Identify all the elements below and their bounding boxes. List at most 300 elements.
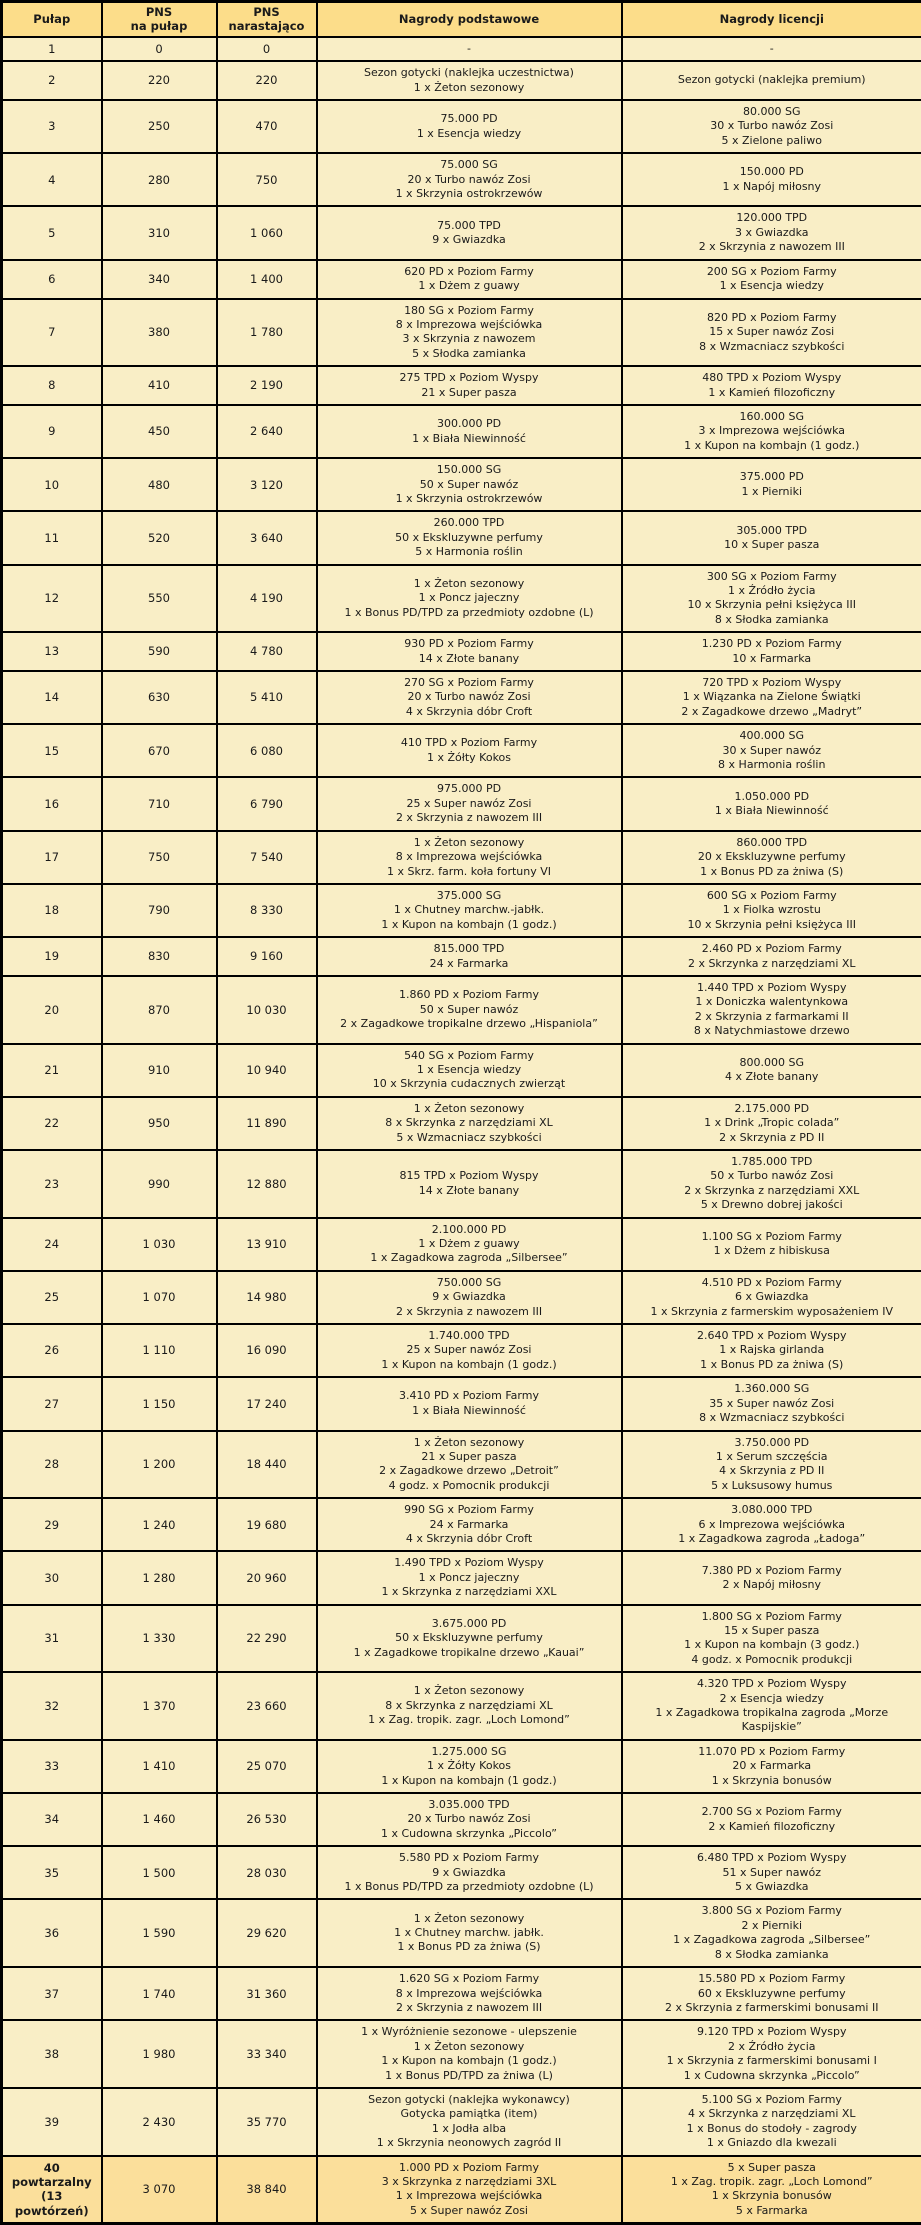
cell-pns-cumulative [217,2020,317,2088]
cell-pns-cumulative [217,1498,317,1551]
cell-license-rewards [622,1899,921,1967]
cell-pns-cumulative [217,260,317,299]
cell-basic-rewards [317,777,622,830]
text-line: 1 x Kupon na kombajn (1 godz.) [322,2054,617,2068]
cell-license-rewards [622,2156,921,2224]
cell-level [2,1218,102,1271]
text-line: 2.640 TPD x Poziom Wyspy [627,1329,918,1343]
text-line: 1 x Skrzynia z farmerskim wyposażeniem IV [627,1305,918,1319]
cell-basic-rewards [317,1044,622,1097]
text-line: 1 200 [107,1457,212,1471]
text-line: 38 840 [222,2182,312,2196]
text-line: 1 x Pierniki [627,485,918,499]
cell-basic-rewards [317,1967,622,2020]
table-row [2,61,921,100]
text-line: 35 x Super nawóz Zosi [627,1397,918,1411]
text-line: 2 x Esencja wiedzy [627,1692,918,1706]
cell-pns-to-level [102,565,217,633]
text-line: 25 x Super nawóz Zosi [322,1343,617,1357]
cell-license-rewards [622,1431,921,1499]
cell-license-rewards [622,1271,921,1324]
cell-pns-to-level [102,1846,217,1899]
text-line: 2 x Skrzynia z nawozem III [627,240,918,254]
text-line: 150.000 PD [627,165,918,179]
table-row [2,724,921,777]
cell-license-rewards [622,2020,921,2088]
text-line: 1 x Esencja wiedzy [627,279,918,293]
text-line: 50 x Ekskluzywne perfumy [322,1631,617,1645]
text-line: 1 x Chutney marchw. jabłk. [322,1926,617,1940]
text-line: 10 x Skrzynia cudacznych zwierząt [322,1077,617,1091]
cell-pns-to-level [102,366,217,405]
text-line: 4 x Złote banany [627,1070,918,1084]
text-line: 6 x Imprezowa wejściówka [627,1518,918,1532]
cell-license-rewards [622,976,921,1044]
text-line: 50 x Super nawóz [322,478,617,492]
text-line: 260.000 TPD [322,516,617,530]
text-line: 14 x Złote banany [322,652,617,666]
table-row [2,299,921,367]
cell-license-rewards [622,1218,921,1271]
text-line: 11 890 [222,1116,312,1130]
table-header [2,2,921,37]
text-line: 4 x Skrzynia z PD II [627,1464,918,1478]
cell-pns-to-level [102,2156,217,2224]
text-line: 27 [7,1397,97,1411]
text-line: 2 x Skrzynia z farmarkami II [627,1010,918,1024]
text-line: 2.700 SG x Poziom Farmy [627,1805,918,1819]
cell-pns-to-level [102,153,217,206]
cell-basic-rewards [317,831,622,884]
cell-basic-rewards [317,260,622,299]
text-line: Sezon gotycki (naklejka premium) [627,73,918,87]
text-line: 800.000 SG [627,1056,918,1070]
table-row [2,2088,921,2156]
cell-pns-to-level [102,1672,217,1740]
text-line: 2 x Zagadkowe drzewo „Madryt” [627,705,918,719]
text-line: 9 160 [222,949,312,963]
table-row [2,153,921,206]
text-line: 9 [7,424,97,438]
text-line: 16 090 [222,1343,312,1357]
cell-pns-cumulative [217,1605,317,1673]
text-line: 24 x Farmarka [322,957,617,971]
text-line: 1 370 [107,1699,212,1713]
text-line: 8 x Wzmacniacz szybkości [627,340,918,354]
text-line: 1 x Biała Niewinność [322,1404,617,1418]
cell-basic-rewards [317,299,622,367]
text-line: 450 [107,424,212,438]
text-line: 1 x Rajska girlanda [627,1343,918,1357]
cell-pns-cumulative [217,100,317,153]
text-line: 1.620 SG x Poziom Farmy [322,1972,617,1986]
text-line: 8 x Słodka zamianka [627,1948,918,1962]
cell-pns-to-level [102,671,217,724]
text-line: 1.860 PD x Poziom Farmy [322,988,617,1002]
text-line: 1 x Bonus PD/TPD za przedmioty ozdobne (L) [322,1880,617,1894]
text-line: 30 x Super nawóz [627,744,918,758]
cell-pns-cumulative [217,405,317,458]
cell-pns-to-level [102,1097,217,1150]
text-line: 1 x Gniazdo dla kwezali [627,2136,918,2150]
table-row [2,366,921,405]
cell-level [2,299,102,367]
text-line: 2 x Skrzynia z PD II [627,1131,918,1145]
text-line: 38 [7,2047,97,2061]
cell-pns-to-level [102,1271,217,1324]
text-line: 480 TPD x Poziom Wyspy [627,371,918,385]
text-line: 8 x Natychmiastowe drzewo [627,1024,918,1038]
cell-pns-to-level [102,1324,217,1377]
text-line: PNS [222,5,312,19]
text-line: 22 [7,1116,97,1130]
text-line: 1 x Biała Niewinność [322,432,617,446]
cell-basic-rewards [317,511,622,564]
text-line: 5 x Zielone paliwo [627,134,918,148]
text-line: 1 x Skrzynia bonusów [627,2189,918,2203]
cell-pns-cumulative [217,671,317,724]
cell-license-rewards [622,1324,921,1377]
cell-license-rewards [622,37,921,61]
cell-basic-rewards [317,2088,622,2156]
text-line: 710 [107,797,212,811]
text-line: 930 PD x Poziom Farmy [322,637,617,651]
cell-pns-cumulative [217,153,317,206]
cell-basic-rewards [317,1498,622,1551]
text-line: 1 280 [107,1571,212,1585]
cell-pns-to-level [102,2020,217,2088]
text-line: 1 x Kupon na kombajn (3 godz.) [627,1638,918,1652]
text-line: 21 [7,1063,97,1077]
text-line: 26 530 [222,1812,312,1826]
text-line: 975.000 PD [322,782,617,796]
cell-license-rewards [622,61,921,100]
text-line: Nagrody podstawowe [322,12,617,26]
cell-level [2,1150,102,1218]
text-line: 2 x Skrzynia z farmerskimi bonusami II [627,2001,918,2015]
text-line: 550 [107,591,212,605]
text-line: 1 980 [107,2047,212,2061]
text-line: 270 SG x Poziom Farmy [322,676,617,690]
text-line: 1 x Jodła alba [322,2122,617,2136]
cell-pns-cumulative [217,37,317,61]
cell-basic-rewards [317,61,622,100]
cell-basic-rewards [317,1605,622,1673]
text-line: 4 x Skrzynia dóbr Croft [322,1532,617,1546]
text-line: 1 x Esencja wiedzy [322,1063,617,1077]
text-line: 8 x Słodka zamianka [627,613,918,627]
text-line: powtarzalny [7,2175,97,2189]
text-line: Nagrody licencji [627,12,918,26]
text-line: 750 [222,173,312,187]
cell-pns-cumulative [217,511,317,564]
text-line: 1 410 [107,1759,212,1773]
text-line: 7.380 PD x Poziom Farmy [627,1564,918,1578]
cell-pns-to-level [102,405,217,458]
table-row [2,565,921,633]
text-line: 37 [7,1987,97,2001]
text-line: 2 x Zagadkowe tropikalne drzewo „Hispaniola” [322,1017,617,1031]
text-line: 750.000 SG [322,1276,617,1290]
text-line: 50 x Turbo nawóz Zosi [627,1169,918,1183]
cell-basic-rewards [317,206,622,259]
cell-basic-rewards [317,1271,622,1324]
text-line: 3 640 [222,531,312,545]
text-line: 40 [7,2161,97,2175]
text-line: 15 x Super pasza [627,1624,918,1638]
text-line: 990 SG x Poziom Farmy [322,1503,617,1517]
text-line: 35 770 [222,2115,312,2129]
text-line: 1.360.000 SG [627,1382,918,1396]
text-line: 1 x Zag. tropik. zagr. „Loch Lomond” [627,2175,918,2189]
cell-pns-cumulative [217,1044,317,1097]
cell-level [2,937,102,976]
cell-license-rewards [622,1740,921,1793]
table-row [2,1431,921,1499]
cell-pns-to-level [102,884,217,937]
text-line: 21 x Super pasza [322,386,617,400]
cell-level [2,884,102,937]
text-line: 1 400 [222,272,312,286]
text-line: 1 x Cudowna skrzynka „Piccolo” [627,2069,918,2083]
text-line: 950 [107,1116,212,1130]
cell-level [2,565,102,633]
text-line: 0 [107,42,212,56]
text-line: 11.070 PD x Poziom Farmy [627,1745,918,1759]
text-line: 20 x Turbo nawóz Zosi [322,173,617,187]
text-line: 5 x Farmarka [627,2204,918,2218]
cell-basic-rewards [317,1551,622,1604]
text-line: PNS [107,5,212,19]
text-line: 19 680 [222,1518,312,1532]
cell-license-rewards [622,2088,921,2156]
cell-basic-rewards [317,724,622,777]
text-line: 75.000 PD [322,112,617,126]
text-line: 1 x Żeton sezonowy [322,836,617,850]
cell-basic-rewards [317,1377,622,1430]
text-line: 80.000 SG [627,105,918,119]
text-line: 750 [107,850,212,864]
cell-pns-to-level [102,976,217,1044]
text-line: 13 910 [222,1237,312,1251]
text-line: 150.000 SG [322,463,617,477]
cell-license-rewards [622,1967,921,2020]
cell-license-rewards [622,206,921,259]
cell-basic-rewards [317,884,622,937]
cell-pns-to-level [102,37,217,61]
text-line: 11 [7,531,97,545]
text-line: 1 x Bonus PD/TPD za żniwa (L) [322,2069,617,2083]
cell-pns-cumulative [217,1793,317,1846]
cell-pns-cumulative [217,1846,317,1899]
text-line: 220 [107,73,212,87]
text-line: Sezon gotycki (naklejka wykonawcy) [322,2093,617,2107]
cell-level [2,1271,102,1324]
cell-license-rewards [622,1498,921,1551]
cell-level [2,1672,102,1740]
cell-level [2,1498,102,1551]
text-line: 17 240 [222,1397,312,1411]
text-line: 15 [7,744,97,758]
cell-pns-to-level [102,937,217,976]
text-line: 180 SG x Poziom Farmy [322,304,617,318]
text-line: 400.000 SG [627,729,918,743]
text-line: 35 [7,1866,97,1880]
cell-pns-cumulative [217,1431,317,1499]
text-line: 3.080.000 TPD [627,1503,918,1517]
text-line: na pułap [107,19,212,33]
text-line: 275 TPD x Poziom Wyspy [322,371,617,385]
cell-basic-rewards [317,100,622,153]
text-line: 1 x Bonus PD/TPD za przedmioty ozdobne (L) [322,606,617,620]
cell-pns-to-level [102,777,217,830]
text-line: 26 [7,1343,97,1357]
text-line: 75.000 SG [322,158,617,172]
text-line: 31 360 [222,1987,312,2001]
text-line: 1.440 TPD x Poziom Wyspy [627,981,918,995]
cell-pns-to-level [102,1150,217,1218]
cell-basic-rewards [317,1899,622,1967]
text-line: 24 x Farmarka [322,1518,617,1532]
text-line: 3 [7,119,97,133]
text-line: 1 x Bonus PD za żniwa (S) [322,1940,617,1954]
text-line: 1 x Żeton sezonowy [322,577,617,591]
table-row [2,1271,921,1324]
cell-pns-to-level [102,2088,217,2156]
table-row [2,1793,921,1846]
text-line: 1 x Kupon na kombajn (1 godz.) [322,918,617,932]
text-line: 305.000 TPD [627,524,918,538]
text-line: 2 640 [222,424,312,438]
cell-pns-to-level [102,206,217,259]
table-row [2,884,921,937]
text-line: 1 x Esencja wiedzy [322,127,617,141]
cell-license-rewards [622,777,921,830]
text-line: 280 [107,173,212,187]
cell-level [2,511,102,564]
table-row [2,976,921,1044]
text-line: 10 x Skrzynia pełni księżyca III [627,918,918,932]
text-line: - [322,42,617,56]
text-line: 2 430 [107,2115,212,2129]
header-row [2,2,921,37]
text-line: 2.100.000 PD [322,1223,617,1237]
text-line: 1 x Bonus PD za żniwa (S) [627,1358,918,1372]
text-line: 9 x Gwiazdka [322,1290,617,1304]
cell-license-rewards [622,458,921,511]
text-line: 870 [107,1003,212,1017]
text-line: 120.000 TPD [627,211,918,225]
cell-pns-to-level [102,260,217,299]
cell-basic-rewards [317,1740,622,1793]
text-line: 14 x Złote banany [322,1184,617,1198]
table-row [2,1044,921,1097]
text-line: 1 x Serum szczęścia [627,1450,918,1464]
cell-basic-rewards [317,2156,622,2224]
cell-pns-to-level [102,1377,217,1430]
table-row [2,1899,921,1967]
cell-pns-to-level [102,1044,217,1097]
header-license-rewards [622,2,921,37]
text-line: 815.000 TPD [322,942,617,956]
text-line: 15.580 PD x Poziom Farmy [627,1972,918,1986]
table-row [2,1605,921,1673]
text-line: 33 [7,1759,97,1773]
text-line: 2 x Źródło życia [627,2040,918,2054]
cell-level [2,777,102,830]
cell-pns-cumulative [217,565,317,633]
text-line: 630 [107,690,212,704]
cell-license-rewards [622,1551,921,1604]
text-line: 2 190 [222,378,312,392]
cell-pns-cumulative [217,976,317,1044]
text-line: 1 060 [222,226,312,240]
text-line: 470 [222,119,312,133]
cell-pns-to-level [102,1431,217,1499]
text-line: 1 x Drink „Tropic colada” [627,1116,918,1130]
cell-level [2,1605,102,1673]
text-line: 1 x Źródło życia [627,584,918,598]
text-line: Pułap [7,12,97,26]
text-line: 1 x Żeton sezonowy [322,2040,617,2054]
cell-level [2,1044,102,1097]
cell-level [2,2020,102,2088]
text-line: 31 [7,1631,97,1645]
cell-license-rewards [622,724,921,777]
cell-pns-cumulative [217,777,317,830]
cell-basic-rewards [317,1218,622,1271]
text-line: 18 [7,903,97,917]
cell-license-rewards [622,884,921,937]
cell-level [2,724,102,777]
cell-pns-cumulative [217,206,317,259]
text-line: 1 460 [107,1812,212,1826]
text-line: 1 500 [107,1866,212,1880]
cell-pns-to-level [102,1793,217,1846]
text-line: 8 330 [222,903,312,917]
cell-basic-rewards [317,2020,622,2088]
cell-level [2,366,102,405]
text-line: 0 [222,42,312,56]
text-line: 380 [107,325,212,339]
cell-basic-rewards [317,1431,622,1499]
text-line: 6 790 [222,797,312,811]
cell-pns-to-level [102,1498,217,1551]
text-line: 2 x Kamień filozoficzny [627,1820,918,1834]
table-row [2,405,921,458]
text-line: 2 x Skrzynia z nawozem III [322,2001,617,2015]
cell-level [2,632,102,671]
cell-basic-rewards [317,671,622,724]
text-line: 1 x Skrz. farm. koła fortuny VI [322,865,617,879]
text-line: Sezon gotycki (naklejka uczestnictwa) [322,66,617,80]
text-line: 50 x Ekskluzywne perfumy [322,531,617,545]
text-line: 12 [7,591,97,605]
cell-pns-cumulative [217,884,317,937]
table-row [2,206,921,259]
text-line: 9.120 TPD x Poziom Wyspy [627,2025,918,2039]
text-line: 1 x Poncz jajeczny [322,1571,617,1585]
cell-pns-to-level [102,724,217,777]
table-row [2,632,921,671]
text-line: 2 x Napój miłosny [627,1578,918,1592]
text-line: 2 x Skrzynka z narzędziami XXL [627,1184,918,1198]
text-line: 2 x Pierniki [627,1919,918,1933]
text-line: 250 [107,119,212,133]
text-line: 1 x Dżem z guawy [322,279,617,293]
text-line: 1 x Żeton sezonowy [322,81,617,95]
cell-level [2,1846,102,1899]
